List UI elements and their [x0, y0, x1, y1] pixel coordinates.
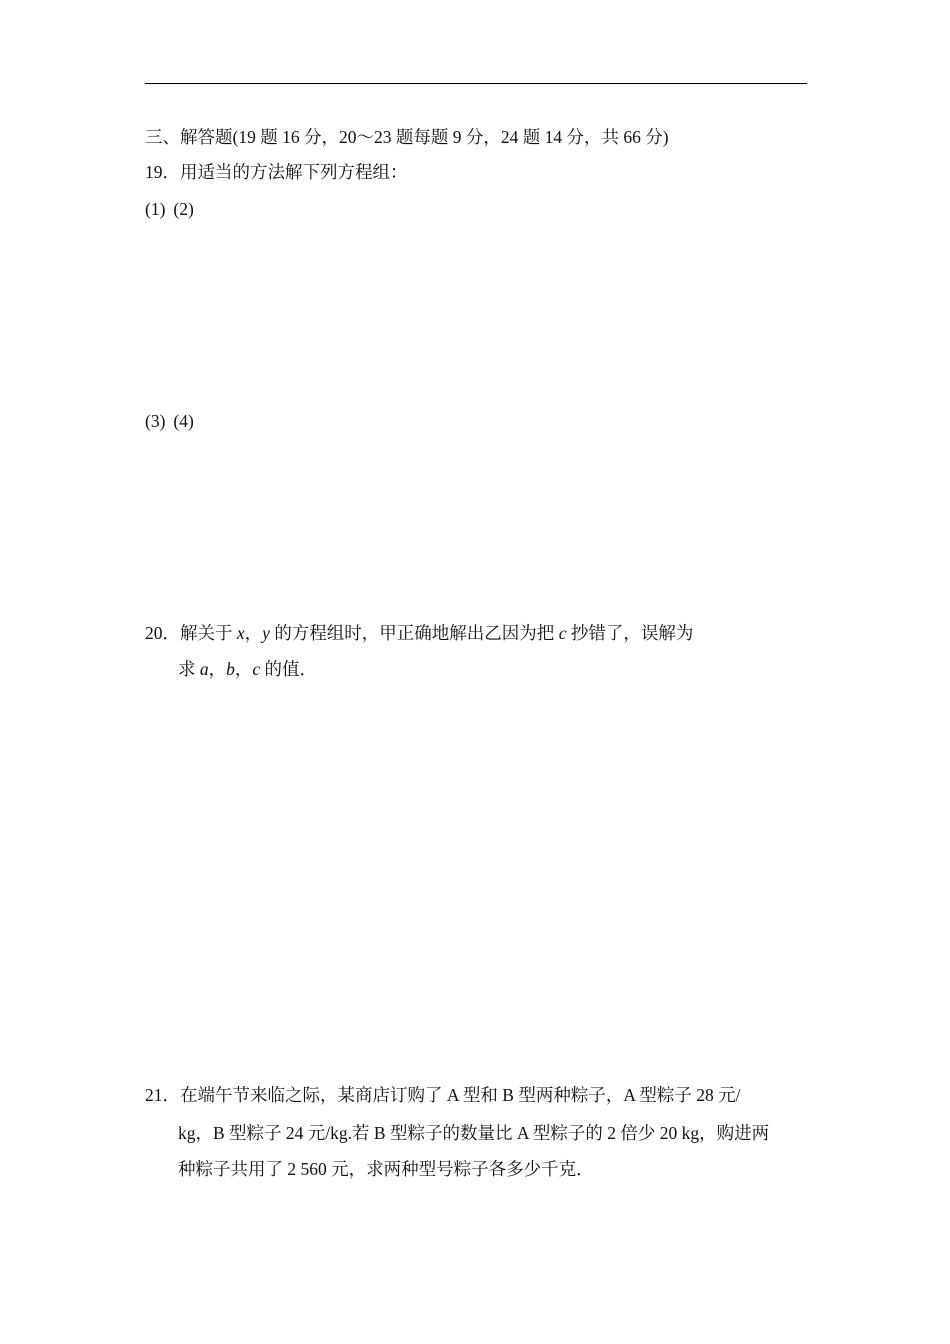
question-19-text: 用适当的方法解下列方程组： — [180, 162, 408, 182]
variable-c: c — [558, 623, 567, 643]
section-heading — [145, 125, 669, 149]
question-21-line-2 — [178, 1121, 769, 1145]
question-20-line-1 — [145, 621, 693, 645]
question-19-parts-row-1 — [145, 197, 194, 221]
part-4-label: (4) — [173, 411, 194, 431]
question-20-text-d: 求 — [178, 659, 196, 679]
question-20-line-2 — [178, 657, 317, 681]
part-1-label: (1) — [145, 199, 166, 219]
question-20-text-c: 抄错了，误解为 — [570, 623, 694, 643]
question-19 — [145, 160, 408, 184]
variable-x: x — [236, 623, 245, 643]
question-19-number: 19． — [145, 162, 180, 182]
part-3-label: (3) — [145, 411, 166, 431]
question-21-text-3: 种粽子共用了 2 560 元，求两种型号粽子各多少千克． — [178, 1159, 594, 1179]
question-20-number: 20． — [145, 623, 180, 643]
question-21-text-1: 在端午节来临之际，某商店订购了 A 型和 B 型两种粽子，A 型粽子 28 元/ — [180, 1085, 741, 1105]
question-20-text-b: 的方程组时，甲正确地解出乙因为把 — [274, 623, 555, 643]
separator: ， — [208, 659, 227, 679]
question-19-parts-row-2 — [145, 409, 194, 433]
question-21-number: 21． — [145, 1085, 180, 1105]
variable-y: y — [262, 623, 270, 643]
section-heading-text: 三、解答题(19 题 16 分，20～23 题每题 9 分，24 题 14 分，共 66 分) — [145, 127, 669, 147]
question-21-line-1 — [145, 1083, 741, 1107]
question-20-text-e: 的值． — [264, 659, 318, 679]
question-21-line-3 — [178, 1157, 594, 1181]
part-2-label: (2) — [173, 199, 194, 219]
variable-b: b — [226, 659, 235, 679]
variable-c: c — [252, 659, 261, 679]
separator: ， — [234, 659, 253, 679]
question-20-text-a: 解关于 — [180, 623, 233, 643]
question-21-text-2: kg，B 型粽子 24 元/kg.若 B 型粽子的数量比 A 型粽子的 2 倍少 20 kg，购进两 — [178, 1123, 770, 1143]
variable-a: a — [199, 659, 209, 679]
header-rule — [145, 83, 807, 84]
separator: ， — [244, 623, 263, 643]
